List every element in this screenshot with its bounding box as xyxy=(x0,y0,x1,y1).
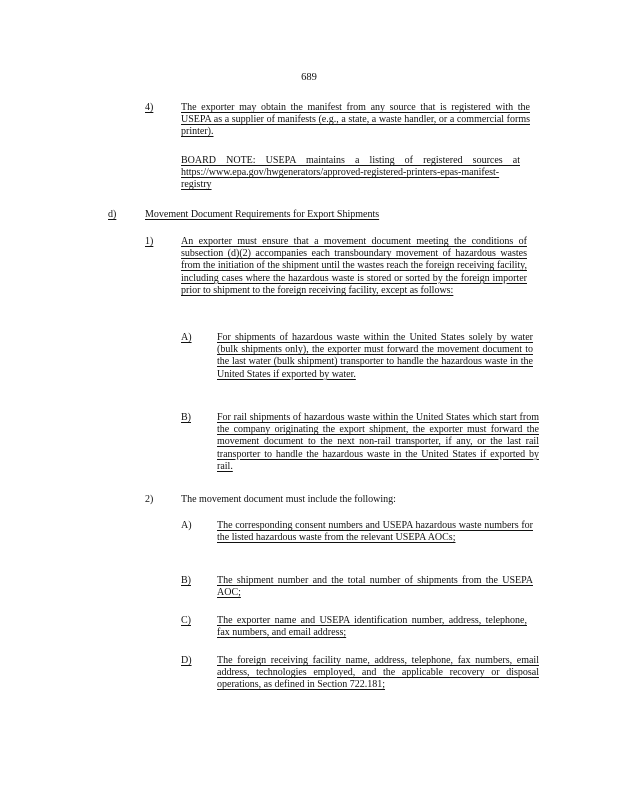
section-d-label: d) xyxy=(108,209,117,220)
d2-text: The movement document must include the following: xyxy=(181,494,396,505)
d1-B-label: B) xyxy=(181,412,191,423)
d1-text: An exporter must ensure that a movement document meeting the conditions of subsection (d)(2) accompanies each transboundary movement of hazardous wastes from the initiation of the shipment until the wastes reach the foreign receiving facility, including cases where the hazardous waste is stored or sorted by the foreign importer prior to shipment to the foreign receiving facility, except as follows: xyxy=(181,236,527,296)
page-number: 689 xyxy=(301,72,317,83)
item-4-text: The exporter may obtain the manifest from any source that is registered with the USEPA as a supplier of manifests (e.g., a state, a waste handler, or a commercial forms printer). xyxy=(181,102,530,138)
d2-D-text: The foreign receiving facility name, address, telephone, fax numbers, email address, technologies employed, and the applicable recovery or disposal operations, as defined in Section 722.181; xyxy=(217,655,539,691)
board-note: BOARD NOTE: USEPA maintains a listing of registered sources at https://www.epa.gov/hwgenerators/approved-registered-printers-epas-manifest-registry xyxy=(181,155,520,191)
d2-B-label: B) xyxy=(181,575,191,586)
d1-A-text: For shipments of hazardous waste within the United States solely by water (bulk shipments only), the exporter must forward the movement document to the last water (bulk shipment) transporter to handle the hazardous waste in the United States if exported by water. xyxy=(217,332,533,380)
d2-label: 2) xyxy=(145,494,154,505)
item-4-label: 4) xyxy=(145,102,154,113)
d1-A-label: A) xyxy=(181,332,192,343)
d2-D-label: D) xyxy=(181,655,192,666)
d2-B-text: The shipment number and the total number of shipments from the USEPA AOC; xyxy=(217,575,533,599)
section-d-heading: Movement Document Requirements for Export Shipments xyxy=(145,209,380,220)
d2-C-label: C) xyxy=(181,615,191,626)
d2-A-text: The corresponding consent numbers and USEPA hazardous waste numbers for the listed hazardous waste from the relevant USEPA AOCs; xyxy=(217,520,533,544)
d2-A-label: A) xyxy=(181,520,192,531)
d1-label: 1) xyxy=(145,236,154,247)
d2-C-text: The exporter name and USEPA identification number, address, telephone, fax numbers, and email address; xyxy=(217,615,527,639)
d1-B-text: For rail shipments of hazardous waste within the United States which start from the company originating the export shipment, the exporter must forward the movement document to the next non-rail transporter, if any, or the last rail transporter to handle the hazardous waste in the United States if exported by rail. xyxy=(217,412,539,472)
